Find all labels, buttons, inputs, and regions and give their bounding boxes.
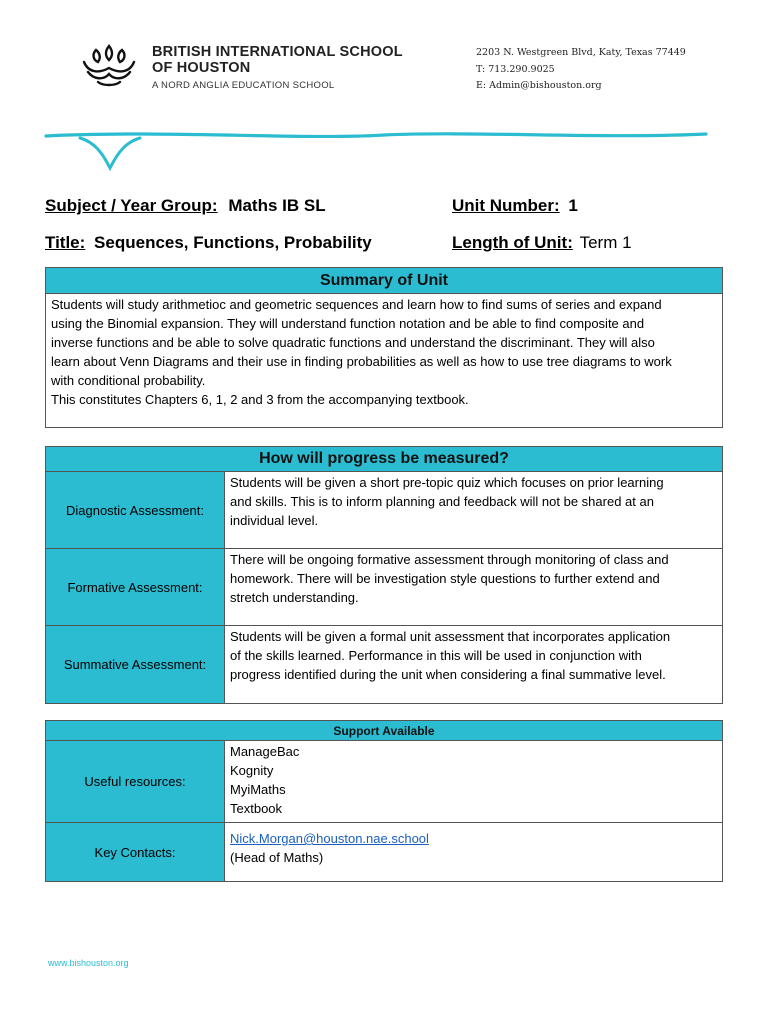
progress-row-diagnostic (46, 472, 723, 549)
subject-row (45, 196, 326, 216)
text-line: of the skills learned. Performance in this will be used in conjunction with (230, 648, 642, 663)
school-name-line1: BRITISH INTERNATIONAL SCHOOL (152, 44, 403, 60)
subject-value: Maths IB SL (228, 196, 326, 215)
summary-body (46, 294, 723, 428)
summary-line: learn about Venn Diagrams and their use in finding probabilities as well as how to use tree diagrams to work (51, 354, 672, 369)
support-table (45, 720, 723, 882)
school-subtitle: A NORD ANGLIA EDUCATION SCHOOL (152, 80, 335, 91)
unit-number-row (452, 196, 578, 216)
phone: T: 713.290.9025 (476, 63, 555, 75)
resources-label: Useful resources: (46, 741, 225, 823)
unit-number-label: Unit Number: (452, 196, 560, 215)
diagnostic-text (225, 472, 723, 549)
unit-number-value: 1 (568, 196, 578, 215)
progress-table (45, 446, 723, 704)
school-name-line2: OF HOUSTON (152, 60, 251, 76)
summary-line: This constitutes Chapters 6, 1, 2 and 3 from the accompanying textbook. (51, 392, 469, 407)
text-line: individual level. (230, 513, 319, 528)
contact-role: (Head of Maths) (230, 850, 324, 865)
decorative-wave-divider (44, 124, 708, 174)
summary-line: inverse functions and be able to solve quadratic functions and understand the discriminant. They will also (51, 335, 655, 350)
title-row (45, 233, 372, 253)
text-line: There will be ongoing formative assessment through monitoring of class and (230, 552, 669, 567)
contacts-label: Key Contacts: (46, 823, 225, 882)
summary-line: using the Binomial expansion. They will understand function notation and be able to find composite and (51, 316, 645, 331)
summary-table (45, 267, 723, 428)
contacts-row (46, 823, 723, 882)
summary-line: with conditional probability. (51, 373, 206, 388)
text-line: Students will be given a short pre-topic quiz which focuses on prior learning (230, 475, 664, 490)
progress-row-formative (46, 549, 723, 626)
resource-item: Textbook (230, 801, 283, 816)
resource-item: MyiMaths (230, 782, 286, 797)
progress-heading: How will progress be measured? (46, 447, 723, 472)
footer-website[interactable]: www.bishouston.org (48, 958, 129, 968)
title-label: Title: (45, 233, 86, 252)
diagnostic-label: Diagnostic Assessment: (46, 472, 225, 549)
text-line: homework. There will be investigation style questions to further extend and (230, 571, 660, 586)
text-line: and skills. This is to inform planning and feedback will not be shared at an (230, 494, 654, 509)
resources-row (46, 741, 723, 823)
school-crest-icon (78, 42, 140, 88)
contact-block (476, 45, 686, 95)
contact-email-link[interactable]: Nick.Morgan@houston.nae.school (230, 831, 429, 846)
length-label: Length of Unit: (452, 233, 573, 252)
formative-label: Formative Assessment: (46, 549, 225, 626)
resources-list (225, 741, 723, 823)
school-name (152, 44, 403, 76)
email: E: Admin@bishouston.org (476, 80, 602, 91)
resource-item: Kognity (230, 763, 274, 778)
support-heading: Support Available (46, 721, 723, 741)
length-row (452, 233, 632, 253)
address: 2203 N. Westgreen Blvd, Katy, Texas 77449 (476, 47, 686, 58)
progress-row-summative (46, 626, 723, 704)
formative-text (225, 549, 723, 626)
text-line: stretch understanding. (230, 590, 359, 605)
summary-heading: Summary of Unit (46, 268, 723, 294)
length-value: Term 1 (579, 233, 632, 252)
summative-label: Summative Assessment: (46, 626, 225, 704)
resource-item: ManageBac (230, 744, 300, 759)
summative-text (225, 626, 723, 704)
text-line: Students will be given a formal unit assessment that incorporates application (230, 629, 671, 644)
subject-label: Subject / Year Group: (45, 196, 218, 215)
title-value: Sequences, Functions, Probability (94, 233, 372, 252)
contacts-cell (225, 823, 723, 882)
text-line: progress identified during the unit when considering a final summative level. (230, 667, 666, 682)
summary-line: Students will study arithmetioc and geometric sequences and learn how to find sums of series and expand (51, 297, 662, 312)
